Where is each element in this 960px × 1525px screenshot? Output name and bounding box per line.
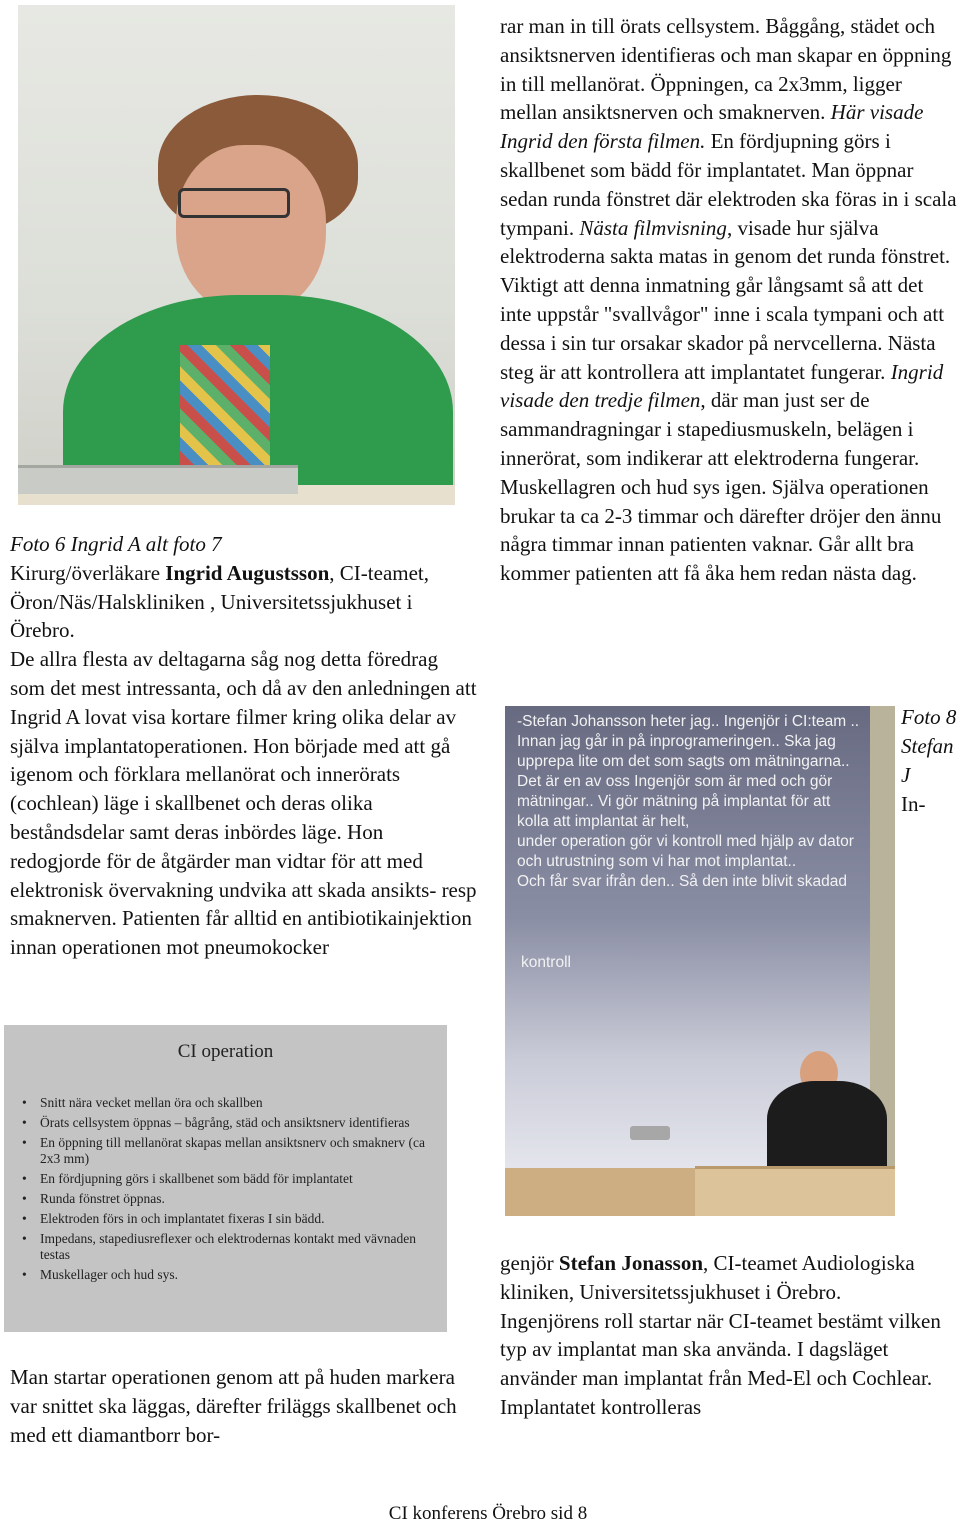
slide-bullet: • En öppning till mellanörat skapas mellan ansiktsnerv och smaknerv (ca 2x3 mm) xyxy=(22,1135,437,1167)
text-segment: rar man in till örats cellsystem. Båggång, städet och ansiktsnerven identifieras och man skapar en öppning in till mellanörat. Öppningen, ca 2x3mm, ligger mellan ansiktsnerven och smaknerven. xyxy=(500,14,952,125)
paragraph-operation xyxy=(500,12,958,588)
film-note-3: Ingrid visade den tredje filmen xyxy=(500,359,944,413)
caption-stefan xyxy=(500,1249,958,1307)
text-segment: , visade hur själva elektroderna sakta matas in genom det runda fönstret. Viktigt att denna inmatning går långsamt så att det inte uppstår "svallvågor" inne i scala tympani och att dessa i sin tur orsakar skador på nervcellerna. Nästa steg är att kontrollera att implantatet fungerar. xyxy=(500,215,951,384)
right-column-text xyxy=(500,12,958,588)
paragraph-operation-start: Man startar operationen genom att på huden markera var snittet ska läggas, därefter friläggs skallbenet och med ett diamantborr bor- xyxy=(10,1365,457,1447)
caption-role: Kirurg/överläkare xyxy=(10,560,166,585)
foto-label: Foto 6 Ingrid A alt foto 7 xyxy=(10,532,222,556)
page-footer: CI konferens Örebro sid 8 xyxy=(388,1503,588,1524)
slide-bullet: • Snitt nära vecket mellan öra och skallben xyxy=(22,1095,437,1111)
caption-name-stefan: Stefan Jonasson xyxy=(558,1251,704,1275)
caption-affiliation-stefan: , CI-teamet Audiologiska kliniken, Universitetssjukhuset i Örebro. xyxy=(500,1251,915,1304)
slide-bullet: • Runda fönstret öppnas. xyxy=(22,1191,437,1207)
photo-stefan xyxy=(505,706,895,1216)
film-note-1: Här visade Ingrid den första filmen. xyxy=(500,100,924,154)
right-column-bottom xyxy=(500,1249,958,1422)
screen-text: -Stefan Johansson heter jag.. Ingenjör i CI:team .. Innan jag går in på inprogrameringen.. Ska jag upprepa lite om det som sagts om mätningarna.. Det är en av oss Ingenjör som är med och gör mätningar.. Vi gör mätning på implantat för att kolla att implantat är helt, under operation gör vi kontroll med hjälp av dator och utrustning som vi har mot implantat.. Och får svar ifrån den.. Så den inte blivit skadad xyxy=(517,713,860,890)
photo-projector xyxy=(630,1126,670,1140)
slide-title: CI operation xyxy=(177,1041,274,1062)
photo-lectern xyxy=(695,1166,895,1216)
caption-affiliation: , CI-teamet, Öron/Näs/Halskliniken , Universitetssjukhuset i Örebro. xyxy=(10,560,430,643)
photo-face xyxy=(176,145,326,315)
slide-bullet: • Impedans, stapediusreflexer och elektrodernas kontakt med vävnaden testas xyxy=(22,1231,437,1263)
text-segment: genjör xyxy=(500,1251,559,1275)
photo-glasses xyxy=(178,188,290,218)
slide-bullet: • Örats cellsystem öppnas – bågгång, städ och ansiktsnerv identifieras xyxy=(22,1115,437,1131)
text-segment: , där man just ser de sammandragningar i stapediusmuskeln, belägen i innerörat, som indikerar att elektroderna fungerar. Muskellagren och hud sys igen. Själva operationen brukar ta ca 2-3 timmar och därefter dröjer den ännu några timmar innan patienten vaknar. Går allt bra kommer patienten att få åka hem redan nästa dag. xyxy=(500,388,942,586)
caption-name: Ingrid Augustsson xyxy=(165,560,330,585)
photo-person xyxy=(767,1081,887,1176)
photo-shirt xyxy=(180,345,270,465)
slide-bullet-list xyxy=(22,1095,437,1287)
slide-bullet: • Muskellager och hud sys. xyxy=(22,1267,437,1283)
film-note-2: Nästa filmvisning xyxy=(579,215,727,240)
caption-stefan-label: Foto 8 Stefan J xyxy=(901,705,957,787)
text-segment: En fördjupning görs i skallbenet som bädd för implantatet. Man öppnar sedan runda fönstret där elektroden ska föras in i scala tympani. xyxy=(500,129,957,240)
paragraph-engineer: Ingenjörens roll startar när CI-teamet bestämt vilken typ av implantat man ska använda. I dagsläget använder man implantat från Med-El och Cochlear. Implantatet kontrolleras xyxy=(500,1308,941,1419)
caption-ingrid xyxy=(10,530,478,645)
screen-word: kontroll xyxy=(521,954,571,971)
slide-bullet: • Elektroden förs in och implantatet fixeras I sin bädd. xyxy=(22,1211,437,1227)
slide-bullet: • En fördjupning görs i skallbenet som bädd för implantatet xyxy=(22,1171,437,1187)
caption-stefan-cont: In- xyxy=(901,792,926,816)
left-column-top xyxy=(10,530,478,962)
photo-ingrid xyxy=(18,5,455,505)
slide-ci-operation xyxy=(4,1025,447,1332)
photo-laptop xyxy=(18,465,298,494)
paragraph-intro: De allra flesta av deltagarna såg nog detta föredrag som det mest intressanta, och då av den anledningen att Ingrid A lovat visa kortare filmer kring olika delar av själva implantatoperationen. Hon började med att gå igenom och förklara mellanörat och innerörats (cochlean) läge i skallbenet och deras olika beståndsdelar samt deras inbördes läge. Hon redogjorde för de åtgärder man vidtar för att med elektronisk övervakning undvika att skada ansikts- resp smaknerven. Patienten får alltid en antibiotikainjektion innan operationen mot pneumokocker xyxy=(10,647,477,960)
